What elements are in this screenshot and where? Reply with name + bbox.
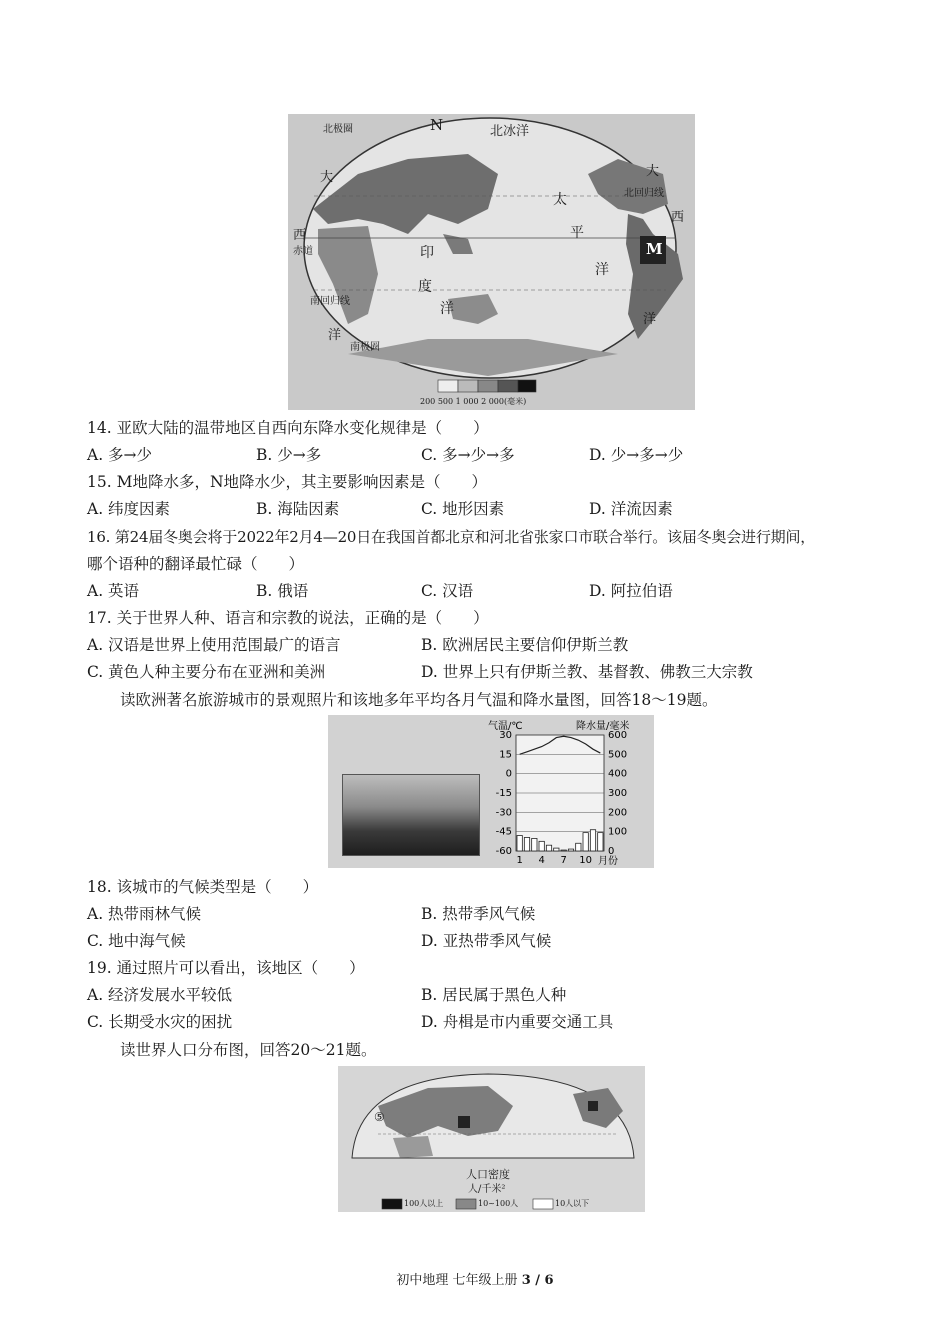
- precipitation-bar: [561, 850, 566, 851]
- precipitation-bar: [576, 843, 581, 851]
- q16-stem-line2: 哪个语种的翻译最忙碌（ ）: [87, 555, 305, 573]
- y-left-tick-label: -45: [495, 826, 512, 838]
- footer-text: 初中地理 七年级上册: [396, 1273, 518, 1288]
- q14-option-b: B. 少→多: [256, 446, 322, 464]
- density-title: 人口密度: [466, 1168, 510, 1181]
- y-right-tick-label: 400: [608, 768, 628, 780]
- q16-option-c: C. 汉语: [421, 582, 474, 600]
- precipitation-bar: [554, 848, 559, 851]
- precipitation-bar: [546, 845, 551, 851]
- q14-option-c: C. 多→少→多: [421, 446, 515, 464]
- q18-option-d: D. 亚热带季风气候: [421, 932, 552, 950]
- precipitation-bar: [539, 841, 544, 851]
- label-south-tropic: 南回归线: [310, 296, 350, 307]
- q18-option-a: A. 热带雨林气候: [87, 905, 202, 923]
- q16-option-b: B. 俄语: [256, 582, 309, 600]
- y-right-tick-label: 500: [608, 749, 628, 761]
- label-m: M: [646, 240, 663, 258]
- label-yang-pacific: 洋: [595, 262, 609, 278]
- label-du: 度: [418, 279, 432, 295]
- label-xi-left: 西: [293, 228, 307, 243]
- page-number: 3 / 6: [521, 1273, 554, 1288]
- precipitation-bar: [568, 849, 573, 851]
- q16-option-a: A. 英语: [87, 582, 140, 600]
- legend-low: 10人以下: [555, 1199, 590, 1208]
- y-left-tick-label: -30: [495, 807, 512, 819]
- q15-option-d: D. 洋流因素: [589, 500, 673, 518]
- y-right-tick-label: 100: [608, 826, 628, 838]
- q19-option-c: C. 长期受水灾的困扰: [87, 1013, 233, 1031]
- q19-stem: 19. 通过照片可以看出，该地区（ ）: [87, 959, 365, 977]
- label-tai: 太: [553, 192, 567, 208]
- q16-option-d: D. 阿拉伯语: [589, 582, 673, 600]
- precipitation-bar: [524, 837, 529, 851]
- intro-18-19: 读欧洲著名旅游城市的景观照片和该地多年平均各月气温和降水量图，回答18～19题。: [120, 691, 718, 709]
- label-north: N: [430, 116, 444, 134]
- precipitation-bar: [598, 833, 603, 851]
- map-marker-5: ⑤: [374, 1110, 385, 1124]
- label-yin: 印: [420, 245, 434, 261]
- y-right-tick-label: 200: [608, 807, 628, 819]
- density-unit: 人/千米²: [468, 1184, 506, 1195]
- q14-option-a: A. 多→少: [87, 446, 153, 464]
- label-xi-right: 西: [671, 210, 685, 225]
- label-da-right: 大: [646, 164, 660, 179]
- q16-stem-line1: 16. 第24届冬奥会将于2022年2月4—20日在我国首都北京和河北省张家口市联合举行。该届冬奥会进行期间，: [87, 528, 816, 546]
- climate-chart: [328, 715, 654, 868]
- precipitation-bar: [517, 836, 522, 851]
- q14-stem: 14. 亚欧大陆的温带地区自西向东降水变化规律是（ ）: [87, 419, 489, 437]
- label-da-left: 大: [320, 170, 334, 185]
- precipitation-bar: [583, 833, 588, 851]
- precipitation-bar: [532, 838, 537, 851]
- label-yang-right: 洋: [643, 312, 657, 327]
- precipitation-bar: [590, 830, 595, 851]
- label-arctic-ocean: 北冰洋: [490, 124, 530, 139]
- q17-option-a: A. 汉语是世界上使用范围最广的语言: [87, 636, 341, 654]
- y-left-tick-label: 15: [499, 749, 512, 761]
- q19-option-a: A. 经济发展水平较低: [87, 986, 233, 1004]
- q15-option-b: B. 海陆因素: [256, 500, 340, 518]
- q14-option-d: D. 少→多→少: [589, 446, 684, 464]
- y-right-tick-label: 600: [608, 730, 628, 741]
- x-axis-label: 月份: [598, 856, 618, 867]
- label-yang-indian: 洋: [440, 301, 454, 317]
- precipitation-map: [288, 114, 695, 410]
- label-antarctic-circle: 南极圈: [350, 342, 380, 353]
- y-right-tick-label: 0: [608, 846, 615, 857]
- page-footer: [0, 1269, 950, 1288]
- label-north-pole-circle: 北极圈: [323, 124, 353, 135]
- label-ping: 平: [570, 225, 584, 241]
- population-map: [338, 1066, 645, 1212]
- q19-option-d: D. 舟楫是市内重要交通工具: [421, 1013, 614, 1031]
- y-left-tick-label: 30: [499, 730, 512, 741]
- label-north-tropic: 北回归线: [624, 188, 664, 199]
- y-right-axis-label: 降水量/毫米: [576, 721, 630, 732]
- q18-stem: 18. 该城市的气候类型是（ ）: [87, 878, 319, 896]
- x-tick-label: 4: [538, 855, 545, 866]
- y-left-tick-label: -60: [495, 846, 512, 857]
- q17-stem: 17. 关于世界人种、语言和宗教的说法，正确的是（ ）: [87, 609, 489, 627]
- x-tick-label: 7: [560, 855, 567, 866]
- y-right-tick-label: 300: [608, 788, 628, 799]
- intro-20-21: 读世界人口分布图，回答20～21题。: [120, 1041, 377, 1059]
- y-left-tick-label: -15: [495, 788, 512, 799]
- label-equator: 赤道: [293, 246, 313, 257]
- q17-option-c: C. 黄色人种主要分布在亚洲和美洲: [87, 663, 326, 681]
- legend-high: 100人以上: [404, 1199, 444, 1208]
- y-left-tick-label: 0: [505, 768, 512, 780]
- label-yang-left: 洋: [328, 328, 342, 343]
- q17-option-d: D. 世界上只有伊斯兰教、基督教、佛教三大宗教: [421, 663, 753, 681]
- q18-option-b: B. 热带季风气候: [421, 905, 536, 923]
- q15-option-c: C. 地形因素: [421, 500, 505, 518]
- map-legend: 200 500 1 000 2 000(毫米): [420, 397, 527, 406]
- x-tick-label: 10: [579, 855, 593, 866]
- y-left-axis-label: 气温/℃: [488, 721, 523, 732]
- q17-option-b: B. 欧洲居民主要信仰伊斯兰教: [421, 636, 629, 654]
- q15-stem: 15. M地降水多，N地降水少，其主要影响因素是（ ）: [87, 473, 488, 491]
- legend-mid: 10~100人: [478, 1199, 519, 1208]
- x-tick-label: 1: [516, 855, 523, 866]
- q19-option-b: B. 居民属于黑色人种: [421, 986, 567, 1004]
- climate-figure: [328, 715, 654, 868]
- q15-option-a: A. 纬度因素: [87, 500, 171, 518]
- q18-option-c: C. 地中海气候: [87, 932, 186, 950]
